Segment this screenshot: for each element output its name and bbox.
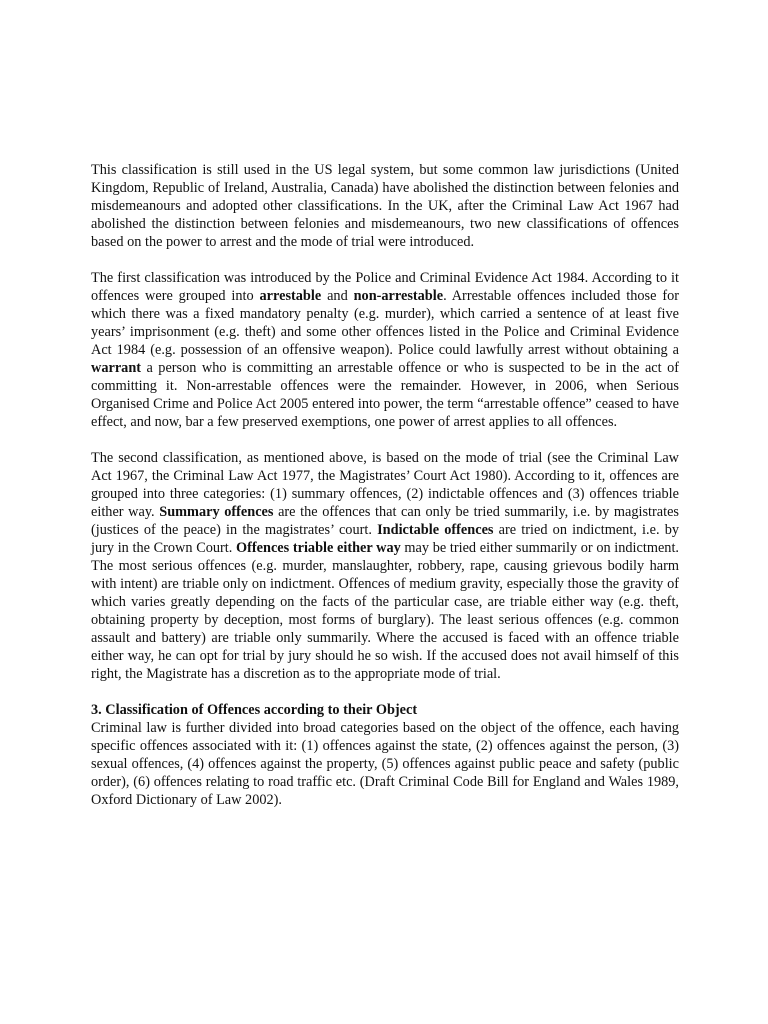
- term-arrestable: arrestable: [259, 288, 322, 304]
- text-run: and: [321, 288, 354, 304]
- section-heading: 3. Classification of Offences according to their Object: [91, 702, 418, 718]
- term-offences-triable-either-way: Offences triable either way: [236, 540, 401, 556]
- paragraph-second-classification: [91, 449, 679, 683]
- text-run: . Arrestable offences included those for which there was a fixed mandatory penalty (e.g. murder), which carried a sentence of at least five years’ imprisonment (e.g. theft) and some other offences listed in the Police and Criminal Evidence Act 1984 (e.g. possession of an offensive weapon). Police could lawfully arrest without obtaining a: [91, 288, 680, 358]
- term-summary-offences: Summary offences: [159, 504, 274, 520]
- term-warrant: warrant: [91, 360, 142, 376]
- text-run: are the offences that can only be tried summarily, i.e. by magistrates (justices of the peace) in the magistrates’ court.: [91, 504, 679, 538]
- paragraph-first-classification: [91, 269, 679, 431]
- paragraph-object-classification: Criminal law is further divided into broad categories based on the object of the offence, each having specific offences associated with it: (1) offences against the state, (2) offences against the person, (3) sexual offences, (4) offences against the property, (5) offences against public peace and safety (public order), (6) offences relating to road traffic etc. (Draft Criminal Code Bill for England and Wales 1989, Oxford Dictionary of Law 2002).: [91, 720, 679, 808]
- term-indictable-offences: Indictable offences: [377, 522, 494, 538]
- text-run: are tried on indictment, i.e. by jury in the Crown Court.: [91, 522, 679, 556]
- term-non-arrestable: non-arrestable: [353, 288, 444, 304]
- text-run: a person who is committing an arrestable offence or who is suspected to be in the act of committing it. Non-arrestable offences were the remainder. However, in 2006, when Serious Organised Crime and Police Act 2005 entered into power, the term “arrestable offence” ceased to have effect, and now, bar a few preserved exemptions, one power of arrest applies to all offences.: [91, 360, 679, 430]
- paragraph-us-classification: This classification is still used in the US legal system, but some common law jurisdictions (United Kingdom, Republic of Ireland, Australia, Canada) have abolished the distinction between felonies and misdemeanours and adopted other classifications. In the UK, after the Criminal Law Act 1967 had abolished the distinction between felonies and misdemeanours, two new classifications of offences based on the power to arrest and the mode of trial were introduced.: [91, 162, 679, 250]
- document-page: [91, 161, 679, 809]
- text-run: The second classification, as mentioned above, is based on the mode of trial (see the Criminal Law Act 1967, the Criminal Law Act 1977, the Magistrates’ Court Act 1980). According to it, offences are grouped into three categories: (1) summary offences, (2) indictable offences and (3) offences triable either way.: [91, 450, 679, 520]
- text-run: The first classification was introduced by the Police and Criminal Evidence Act 1984. According to it offences were grouped into: [91, 270, 679, 304]
- text-run: may be tried either summarily or on indictment. The most serious offences (e.g. murder, manslaughter, robbery, rape, causing grievous bodily harm with intent) are triable only on indictment. Offences of medium gravity, especially those the gravity of which varies greatly depending on the facts of the particular case, are triable either way (e.g. theft, obtaining property by deception, most forms of burglary). The least serious offences (e.g. common assault and battery) are triable only summarily. Where the accused is faced with an offence triable either way, he can opt for trial by jury should he so wish. If the accused does not avail himself of this right, the Magistrate has a discretion as to the appropriate mode of trial.: [91, 540, 680, 682]
